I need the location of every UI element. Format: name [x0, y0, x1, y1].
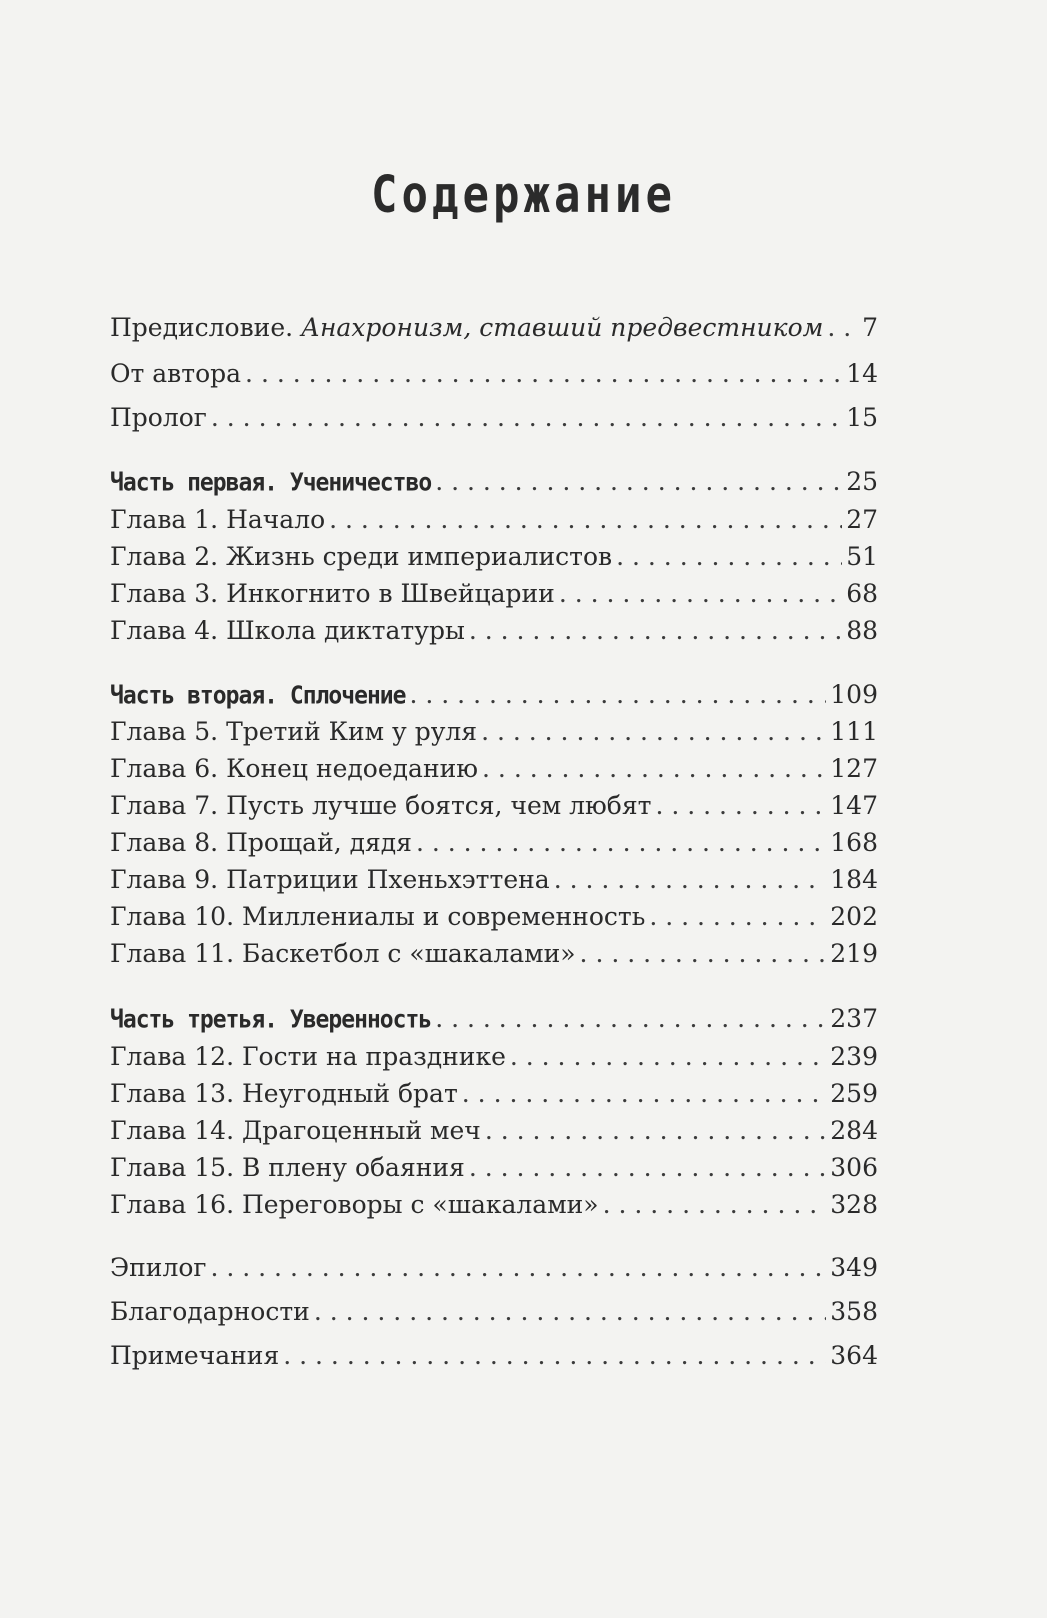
toc-entry-title: Глава 13. Неугодный брат: [110, 1079, 458, 1108]
toc-entry-subtitle: Анахронизм, ставший предвестником: [301, 313, 824, 342]
toc-part-entry: [110, 679, 878, 712]
dot-leader: [485, 1115, 826, 1147]
toc-entry-title: Примечания: [110, 1341, 280, 1370]
dot-leader: [210, 1252, 826, 1284]
toc-entry: [110, 790, 878, 822]
toc-entry: [110, 312, 878, 344]
toc-entry-title: Глава 2. Жизнь среди империалистов: [110, 542, 613, 571]
toc-entry-label: [110, 716, 477, 748]
toc-entry: [110, 504, 878, 536]
dot-leader: [559, 578, 842, 610]
dot-leader: [410, 679, 827, 711]
toc-entry: [110, 827, 878, 859]
toc-entry: [110, 716, 878, 748]
toc-page-number: 27: [846, 505, 878, 534]
toc-entry-label: [110, 465, 431, 500]
toc-page-number: 111: [830, 717, 878, 746]
toc-page-number: 239: [830, 1042, 878, 1071]
dot-leader: [603, 1189, 827, 1221]
toc-entry: [110, 1078, 878, 1110]
toc-entry-label: [110, 615, 465, 647]
toc-entry: [110, 402, 878, 434]
toc-entry-title: Глава 11. Баскетбол с «шакалами»: [110, 939, 576, 968]
toc-entry-label: [110, 790, 651, 822]
dot-leader: [462, 1078, 827, 1110]
toc-entry-title: Глава 9. Патриции Пхеньхэттена: [110, 865, 550, 894]
dot-leader: [416, 827, 826, 859]
toc-entry-label: [110, 578, 555, 610]
dot-leader: [329, 504, 842, 536]
toc-entry-label: [110, 541, 612, 573]
toc-entry-title: Благодарности: [110, 1297, 310, 1326]
toc-entry-title: Часть третья. Уверенность: [110, 1005, 432, 1035]
dot-leader: [649, 901, 826, 933]
toc-page-number: 358: [830, 1297, 878, 1326]
dot-leader: [827, 312, 858, 344]
toc-entry-title: Глава 4. Школа диктатуры: [110, 616, 465, 645]
toc-entry-label: [110, 312, 823, 344]
dot-leader: [469, 615, 842, 647]
dot-leader: [580, 938, 827, 970]
dot-leader: [482, 753, 826, 785]
toc-page-number: 284: [830, 1116, 878, 1145]
toc-page-number: 349: [830, 1253, 878, 1282]
toc-entry: [110, 358, 878, 390]
dot-leader: [616, 541, 842, 573]
toc-entry-title: Глава 10. Миллениалы и современность: [110, 902, 646, 931]
toc-entry: [110, 1252, 878, 1284]
toc-entry: [110, 1152, 878, 1184]
toc-page-number: 14: [846, 359, 878, 388]
toc-entry-label: [110, 402, 207, 434]
dot-leader: [510, 1041, 826, 1073]
toc-entry-title: Глава 5. Третий Ким у руля: [110, 717, 478, 746]
toc-page-number: 328: [830, 1190, 878, 1219]
toc-page-number: 127: [830, 754, 878, 783]
toc-entry-label: [110, 1078, 458, 1110]
toc-part-entry: [110, 1003, 878, 1036]
toc-page-number: 202: [830, 902, 878, 931]
toc-entry-title: Глава 3. Инкогнито в Швейцарии: [110, 579, 555, 608]
dot-leader: [481, 716, 826, 748]
toc-entry-label: [110, 1041, 506, 1073]
toc-entry-title: Глава 8. Прощай, дядя: [110, 828, 412, 857]
toc-entry-label: [110, 678, 406, 713]
toc-entry-title: Предисловие.: [110, 313, 302, 342]
toc-page-number: 7: [862, 313, 878, 342]
dot-leader: [283, 1340, 826, 1372]
dot-leader: [245, 358, 842, 390]
toc-part-entry: [110, 466, 878, 499]
toc-entry-label: [110, 1296, 310, 1328]
toc-entry-title: Глава 14. Драгоценный меч: [110, 1116, 481, 1145]
toc-entry-label: [110, 504, 325, 536]
toc-entry-label: [110, 1152, 465, 1184]
toc-entry-label: [110, 1189, 599, 1221]
toc-page-number: 68: [846, 579, 878, 608]
toc-page-number: 364: [830, 1341, 878, 1370]
toc-entry-label: [110, 1252, 206, 1284]
toc-entry-title: Глава 6. Конец недоеданию: [110, 754, 479, 783]
toc-entry-label: [110, 827, 412, 859]
toc-page-number: 306: [830, 1153, 878, 1182]
toc-entry-title: Часть вторая. Сплочение: [110, 681, 406, 711]
toc-page-number: 168: [830, 828, 878, 857]
toc-page-number: 184: [830, 865, 878, 894]
dot-leader: [655, 790, 826, 822]
toc-entry-label: [110, 1002, 431, 1037]
dot-leader: [314, 1296, 826, 1328]
toc-page-number: 147: [830, 791, 878, 820]
toc-entry: [110, 753, 878, 785]
toc-entry-title: От автора: [110, 359, 242, 388]
toc-entry-label: [110, 901, 645, 933]
toc-page-number: 88: [846, 616, 878, 645]
toc-entry-label: [110, 938, 576, 970]
toc-entry: [110, 1041, 878, 1073]
toc-entry: [110, 578, 878, 610]
toc-entry: [110, 1296, 878, 1328]
toc-entry-label: [110, 1340, 279, 1372]
toc-entry-title: Глава 7. Пусть лучше боятся, чем любят: [110, 791, 652, 820]
dot-leader: [211, 402, 842, 434]
toc-page-number: 109: [830, 680, 878, 709]
toc-entry-label: [110, 358, 241, 390]
dot-leader: [435, 1003, 826, 1035]
toc-entry: [110, 938, 878, 970]
toc-entry: [110, 541, 878, 573]
toc-page-number: 259: [830, 1079, 878, 1108]
toc-entry: [110, 1340, 878, 1372]
toc-entry-title: Глава 12. Гости на празднике: [110, 1042, 506, 1071]
dot-leader: [435, 466, 842, 498]
toc-entry-title: Часть первая. Ученичество: [110, 468, 432, 498]
toc-entry-title: Эпилог: [110, 1253, 207, 1282]
toc-page-number: 25: [846, 467, 878, 496]
toc-entry-title: Глава 1. Начало: [110, 505, 326, 534]
toc-entry-label: [110, 1115, 481, 1147]
toc-entry-title: Пролог: [110, 403, 207, 432]
toc-entry-title: Глава 15. В плену обаяния: [110, 1153, 465, 1182]
toc-entry: [110, 901, 878, 933]
toc-entry: [110, 1189, 878, 1221]
toc-entry-label: [110, 864, 550, 896]
dot-leader: [554, 864, 827, 896]
toc-entry: [110, 1115, 878, 1147]
toc-page-number: 15: [846, 403, 878, 432]
toc-entry-title: Глава 16. Переговоры с «шакалами»: [110, 1190, 599, 1219]
toc-page-number: 219: [830, 939, 878, 968]
toc-entry: [110, 615, 878, 647]
page-title: Содержание: [371, 166, 676, 225]
dot-leader: [469, 1152, 826, 1184]
toc-entry-label: [110, 753, 478, 785]
toc-entry: [110, 864, 878, 896]
toc-page-number: 237: [830, 1004, 878, 1033]
toc-page-number: 51: [846, 542, 878, 571]
